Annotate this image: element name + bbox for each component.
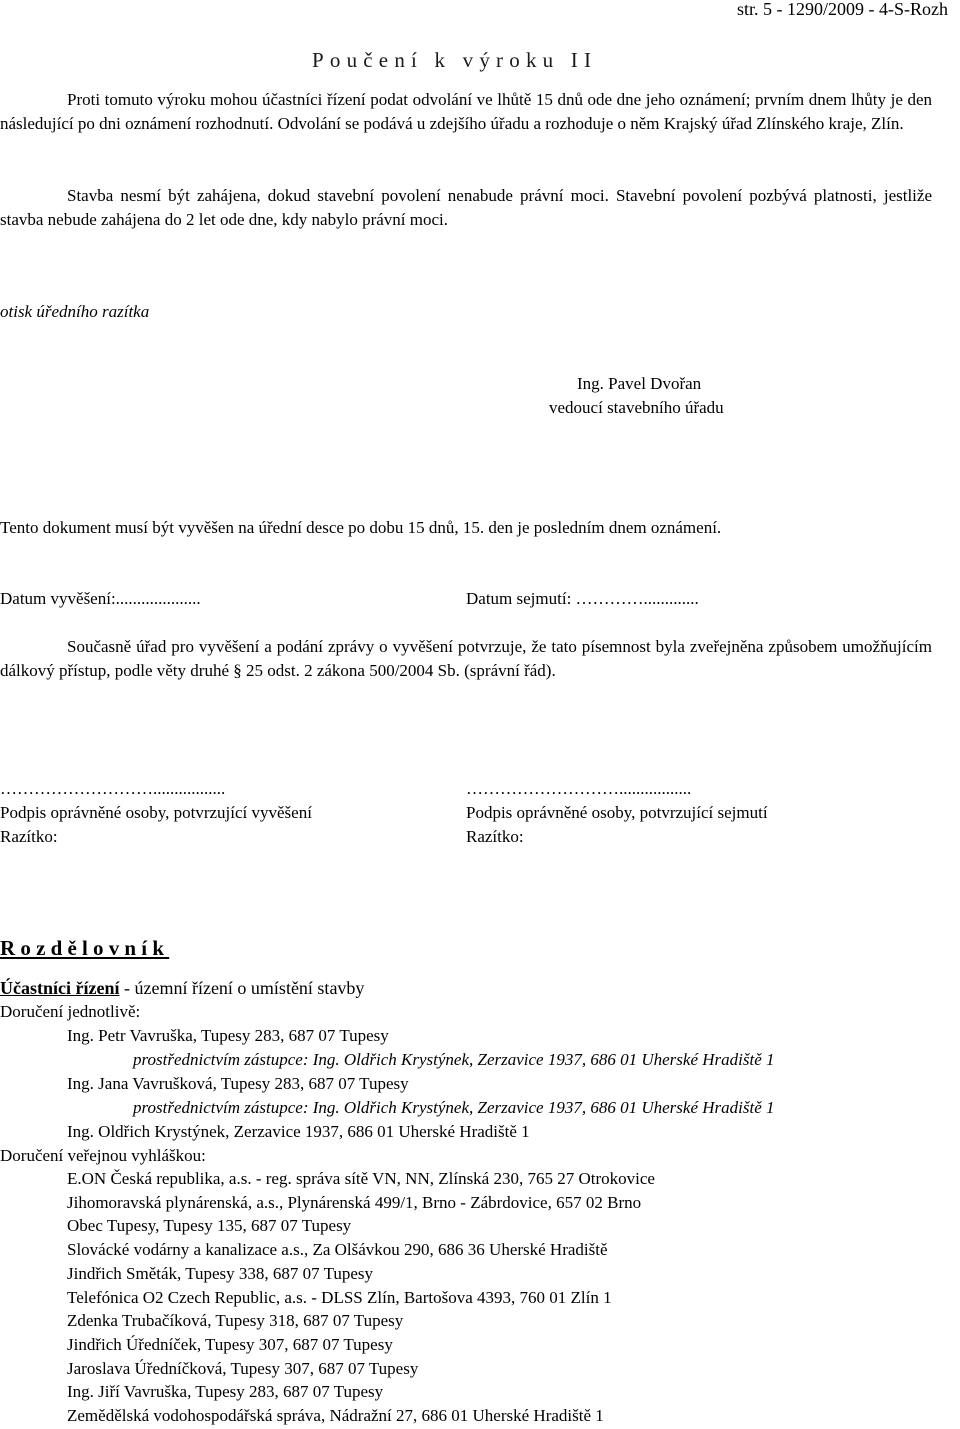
appeal-paragraph: Proti tomuto výroku mohou účastníci řízení podat odvolání ve lhůtě 15 dnů ode dne jeho oznámení; prvním dnem lhůty je den následující po dni oznámení rozhodnutí. Odvolání se podává u zdejšího úřadu a rozhoduje o něm Krajský úřad Zlínského kraje, Zlín. bbox=[0, 90, 932, 133]
public-recipient-item: Zemědělská vodohospodářská správa, Nádražní 27, 686 01 Uherské Hradiště 1 bbox=[67, 1406, 604, 1425]
individual-delivery-label: Doručení jednotlivě: bbox=[0, 1002, 141, 1021]
date-removed: Datum sejmutí: …………............. bbox=[466, 589, 699, 608]
signatory-name: Ing. Pavel Dvořan bbox=[577, 374, 702, 393]
public-recipient-item: E.ON Česká republika, a.s. - reg. správa sítě VN, NN, Zlínská 230, 765 27 Otrokovice bbox=[67, 1169, 655, 1188]
stamp-note: otisk úředního razítka bbox=[0, 302, 150, 321]
stamp-label-right: Razítko: bbox=[466, 827, 524, 846]
public-recipient-item: Jindřich Směták, Tupesy 338, 687 07 Tupesy bbox=[67, 1264, 374, 1283]
page-reference: str. 5 - 1290/2009 - 4-S-Rozh bbox=[737, 0, 948, 19]
section-heading-rozdelovnik: Rozdělovník bbox=[0, 936, 170, 960]
notice-text: Tento dokument musí být vyvěšen na úřední desce po dobu 15 dnů, 15. den je posledním dnem oznámení. bbox=[0, 518, 722, 537]
public-recipient-item: Obec Tupesy, Tupesy 135, 687 07 Tupesy bbox=[67, 1216, 352, 1235]
public-recipient-item: Slovácké vodárny a kanalizace a.s., Za Olšávkou 290, 686 36 Uherské Hradiště bbox=[67, 1240, 608, 1259]
sign-dots-left: ………………………................. bbox=[0, 779, 226, 798]
public-recipient-item: Ing. Jiří Vavruška, Tupesy 283, 687 07 Tupesy bbox=[67, 1382, 384, 1401]
sign-dots-right: ………………………................. bbox=[466, 779, 692, 798]
validity-paragraph: Stavba nesmí být zahájena, dokud stavební povolení nenabude právní moci. Stavební povolení pozbývá platnosti, jestliže stavba nebude zahájena do 2 let ode dne, kdy nabylo právní moci. bbox=[0, 186, 932, 229]
recipient-item: Ing. Oldřich Krystýnek, Zerzavice 1937, 686 01 Uherské Hradiště 1 bbox=[67, 1122, 530, 1141]
participants-label: Účastníci řízení bbox=[0, 978, 120, 998]
public-recipient-item: Zdenka Trubačíková, Tupesy 318, 687 07 Tupesy bbox=[67, 1311, 404, 1330]
participants-line bbox=[0, 976, 364, 1000]
stamp-label-left: Razítko: bbox=[0, 827, 58, 846]
public-recipient-item: Jindřich Úředníček, Tupesy 307, 687 07 Tupesy bbox=[67, 1335, 393, 1354]
public-recipient-item: Jihomoravská plynárenská, a.s., Plynárenská 499/1, Brno - Zábrdovice, 657 02 Brno bbox=[67, 1193, 642, 1212]
signatory-role: vedoucí stavebního úřadu bbox=[549, 398, 724, 417]
recipient-representative-note: prostřednictvím zástupce: Ing. Oldřich Krystýnek, Zerzavice 1937, 686 01 Uherské Hradiště 1 bbox=[133, 1050, 775, 1069]
recipient-item: Ing. Petr Vavruška, Tupesy 283, 687 07 Tupesy bbox=[67, 1026, 389, 1045]
public-recipient-item: Telefónica O2 Czech Republic, a.s. - DLSS Zlín, Bartošova 4393, 760 01 Zlín 1 bbox=[67, 1288, 612, 1307]
recipient-representative-note: prostřednictvím zástupce: Ing. Oldřich Krystýnek, Zerzavice 1937, 686 01 Uherské Hradiště 1 bbox=[133, 1098, 775, 1117]
publication-confirmation: Současně úřad pro vyvěšení a podání zprávy o vyvěšení potvrzuje, že tato písemnost byla zveřejněna způsobem umožňujícím dálkový přístup, podle věty druhé § 25 odst. 2 zákona 500/2004 Sb. (správní řád). bbox=[0, 637, 932, 680]
public-recipient-item: Jaroslava Úředníčková, Tupesy 307, 687 07 Tupesy bbox=[67, 1359, 419, 1378]
participants-description: - územní řízení o umístění stavby bbox=[119, 978, 365, 998]
sign-label-right: Podpis oprávněné osoby, potvrzující sejmutí bbox=[466, 803, 768, 822]
recipient-item: Ing. Jana Vavrušková, Tupesy 283, 687 07 Tupesy bbox=[67, 1074, 409, 1093]
date-posted: Datum vyvěšení:.................... bbox=[0, 589, 201, 608]
section-heading-poucen: Poučení k výroku II bbox=[312, 48, 598, 72]
public-delivery-label: Doručení veřejnou vyhláškou: bbox=[0, 1146, 206, 1165]
sign-label-left: Podpis oprávněné osoby, potvrzující vyvěšení bbox=[0, 803, 312, 822]
